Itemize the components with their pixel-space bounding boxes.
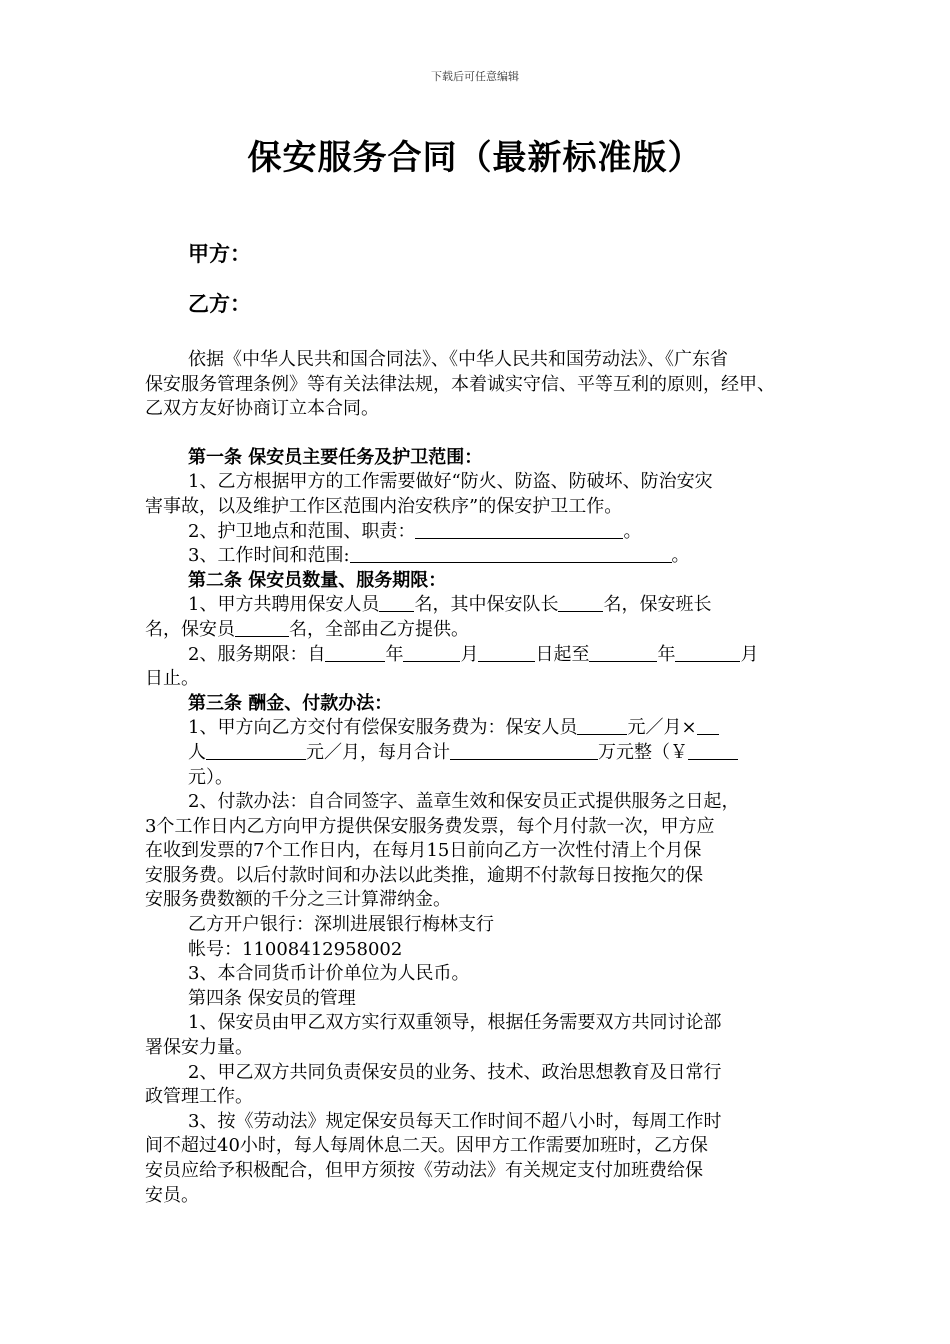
paragraph-line: 间不超过40小时，每人每周休息二天。因甲方工作需要加班时，乙方保 (145, 1135, 708, 1157)
article-2-heading: 第二条 保安员数量、服务期限： (188, 569, 447, 591)
document-title: 保安服务合同（最新标准版） (247, 138, 703, 178)
party-b-label: 乙方： (188, 291, 251, 316)
header-note: 下载后可任意编辑 (431, 70, 519, 83)
blank-field[interactable] (415, 520, 623, 539)
blank-field[interactable] (235, 618, 289, 637)
contract-body (145, 348, 810, 1208)
paragraph-line: 3、按《劳动法》规定保安员每天工作时间不超八小时，每周工作时 (188, 1110, 722, 1132)
paragraph-line: 2、甲乙双方共同负责保安员的业务、技术、政治思想教育及日常行 (188, 1061, 722, 1083)
paragraph-line: 2、服务期限：自 年 月 日起至 年 月 (188, 643, 759, 665)
paragraph-line: 元）。 (188, 766, 233, 788)
paragraph-line: 政管理工作。 (145, 1086, 253, 1108)
blank-field[interactable] (325, 643, 385, 662)
paragraph-line: 安员。 (145, 1184, 199, 1206)
blank-field[interactable] (450, 741, 598, 760)
blank-field[interactable] (589, 643, 657, 662)
article-4-heading: 第四条 保安员的管理 (188, 987, 356, 1009)
paragraph-line: 1、甲方共聘用保安人员 名，其中保安队长 名，保安班长 (188, 594, 712, 616)
blank-field[interactable] (697, 716, 719, 735)
paragraph-line: 名，保安员 名，全部由乙方提供。 (145, 618, 469, 640)
paragraph-line: 在收到发票的7个工作日内，在每月15日前向乙方一次性付清上个月保 (145, 840, 702, 862)
paragraph-line: 日止。 (145, 668, 199, 690)
paragraph-line: 3、本合同货币计价单位为人民币。 (188, 963, 470, 985)
article-1-heading: 第一条 保安员主要任务及护卫范围： (188, 446, 483, 468)
paragraph-line: 安员应给予积极配合，但甲方须按《劳动法》有关规定支付加班费给保 (145, 1160, 703, 1181)
bank-info: 乙方开户银行：深圳进展银行梅林支行 (188, 914, 494, 936)
article-3-heading: 第三条 酬金、付款办法： (188, 692, 393, 714)
paragraph-line: 2、付款办法：自合同签字、盖章生效和保安员正式提供服务之日起， (188, 791, 740, 813)
blank-field[interactable] (379, 593, 414, 612)
paragraph-line: 安服务费数额的千分之三计算滞纳金。 (145, 889, 451, 911)
paragraph-line: 安服务费。以后付款时间和办法以此类推，逾期不付款每日按拖欠的保 (145, 864, 703, 886)
blank-field[interactable] (350, 544, 672, 563)
paragraph-line: 1、乙方根据甲方的工作需要做好“防火、防盗、防破坏、防治安灾 (188, 471, 713, 493)
paragraph-line: 3、工作时间和范围: 。 (188, 545, 690, 567)
paragraph-line: 人 元／月，每月合计 万元整（￥ (145, 741, 810, 766)
blank-field[interactable] (558, 593, 603, 612)
intro-line: 乙双方友好协商订立本合同。 (145, 398, 379, 420)
intro-line: 保安服务管理条例》等有关法律法规，本着诚实守信、平等互利的原则，经甲、 (145, 373, 775, 395)
blank-field[interactable] (206, 741, 306, 760)
blank-field[interactable] (675, 643, 740, 662)
party-a-label: 甲方： (188, 241, 251, 266)
blank-field[interactable] (403, 643, 460, 662)
paragraph-line: 3个工作日内乙方向甲方提供保安服务费发票，每个月付款一次，甲方应 (145, 815, 715, 837)
blank-field[interactable] (688, 741, 738, 760)
paragraph-line: 害事故，以及维护工作区范围内治安秩序”的保安护卫工作。 (145, 495, 623, 517)
blank-field[interactable] (478, 643, 535, 662)
intro-line: 依据《中华人民共和国合同法》、《中华人民共和国劳动法》、《广东省 (188, 349, 728, 370)
paragraph-line: 1、甲方向乙方交付有偿保安服务费为：保安人员 元／月× (145, 716, 810, 741)
paragraph-line: 2、护卫地点和范围、职责： 。 (188, 520, 642, 542)
paragraph-line: 1、保安员由甲乙双方实行双重领导，根据任务需要双方共同讨论部 (188, 1012, 722, 1034)
account-number: 帐号：11008412958002 (188, 938, 403, 960)
blank-field[interactable] (577, 716, 627, 735)
paragraph-line: 署保安力量。 (145, 1037, 253, 1059)
